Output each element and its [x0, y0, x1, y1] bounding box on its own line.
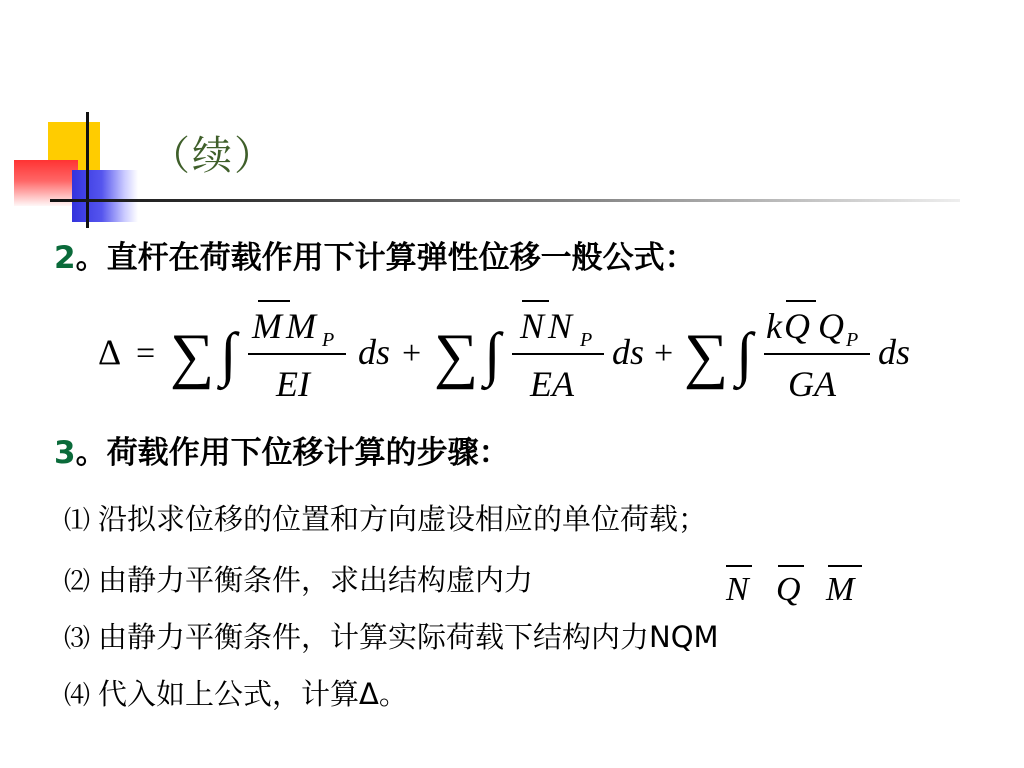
title-underline: [50, 199, 960, 202]
formula-sum-2: ∑: [434, 322, 479, 390]
formula-sub-2: P: [580, 329, 593, 351]
virtual-force-m: M: [826, 571, 855, 608]
virtual-force-symbols: [720, 560, 880, 610]
step-1: [64, 497, 707, 538]
step-3-suffix: NQM: [649, 620, 719, 654]
step-2-marker: ⑵: [64, 567, 91, 596]
step-1-marker: ⑴: [64, 506, 91, 535]
section-2-text: 直杆在荷载作用下计算弹性位移一般公式：: [106, 240, 696, 276]
formula-sum-3: ∑: [684, 322, 729, 390]
formula-sub-1: P: [322, 329, 335, 351]
formula-num-bar-3: Q: [784, 306, 810, 346]
formula-plus-2: +: [654, 335, 674, 372]
section-2-number: 2: [54, 240, 76, 276]
step-4-end: 。: [378, 677, 408, 711]
formula-delta: Δ: [98, 332, 122, 372]
section-3-heading: [54, 427, 510, 472]
step-4-text: 代入如上公式，计算: [98, 677, 360, 711]
step-1-text: 沿拟求位移的位置和方向虚设相应的单位荷载；: [98, 502, 708, 536]
formula-plus-1: +: [402, 335, 422, 372]
section-3-number: 3: [54, 435, 76, 471]
decor-blue-block: [72, 170, 138, 222]
formula-integral-3: ∫: [736, 321, 753, 387]
step-2-text: 由静力平衡条件，求出结构虚内力: [98, 563, 534, 597]
section-3-separator: 。: [75, 435, 107, 471]
formula-den-2: EA: [530, 364, 574, 404]
formula-num-bar-1: M: [252, 306, 282, 346]
slide-title: （续）: [150, 133, 276, 179]
step-3-text: 由静力平衡条件，计算实际荷载下结构内力: [98, 620, 650, 654]
formula-equals: =: [136, 335, 156, 372]
section-3-text: 荷载作用下位移计算的步骤：: [106, 435, 510, 471]
step-4: [64, 672, 408, 713]
formula-num-3: Q: [818, 306, 844, 346]
formula-ds-3: ds: [878, 332, 911, 372]
virtual-force-q: Q: [776, 571, 801, 608]
step-2: [64, 558, 533, 599]
virtual-force-n: N: [726, 571, 749, 608]
formula-integral-2: ∫: [484, 321, 501, 387]
formula-sub-3: P: [846, 329, 859, 351]
formula-num-1: M: [286, 306, 316, 346]
formula-ds-2: ds: [612, 332, 645, 372]
step-4-marker: ⑷: [64, 681, 91, 710]
step-3: [64, 615, 719, 656]
displacement-formula: [0, 292, 1024, 412]
formula-num-2: N: [548, 306, 573, 346]
section-2-separator: 。: [75, 240, 107, 276]
formula-num-pre-3: k: [766, 306, 782, 346]
formula-integral-1: ∫: [220, 321, 237, 387]
step-3-marker: ⑶: [64, 624, 91, 653]
formula-num-bar-2: N: [520, 306, 545, 346]
formula-den-1: EI: [276, 364, 310, 404]
formula-sum-1: ∑: [170, 322, 215, 390]
formula-ds-1: ds: [358, 332, 391, 372]
formula-den-3: GA: [788, 364, 836, 404]
step-4-delta: Δ: [359, 677, 379, 711]
section-2-heading: [54, 232, 696, 277]
decor-vertical-line: [86, 112, 89, 228]
